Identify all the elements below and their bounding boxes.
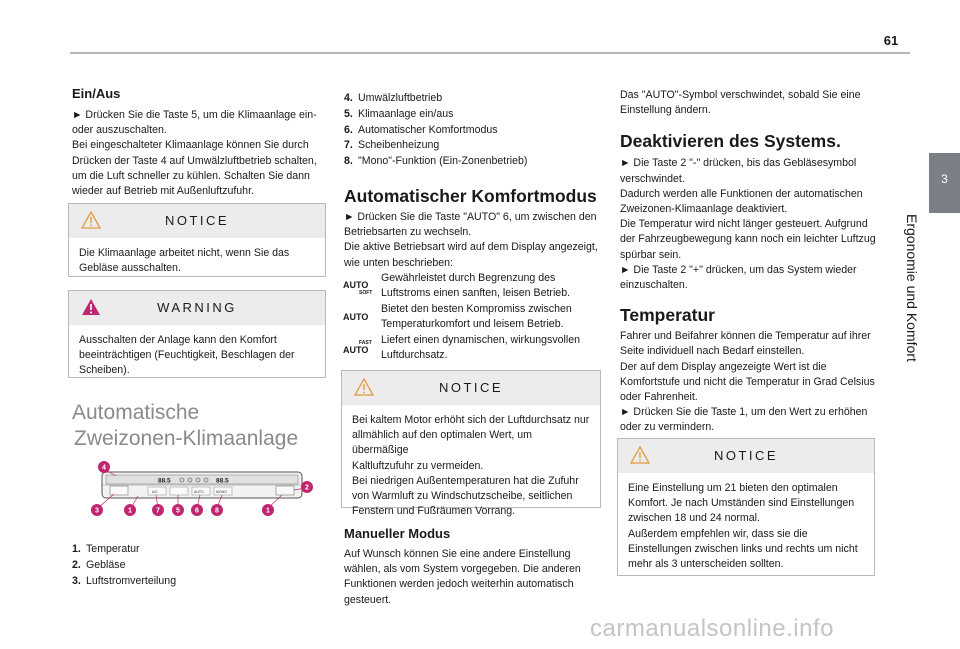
notice-body (618, 473, 874, 580)
text-line: wieder auf Betrieb mit Außenluftzufuhr. (72, 185, 254, 198)
section-title-line: Zweizonen-Klimaanlage (74, 427, 299, 450)
text-line: Funktionen werden jedoch weiterhin automatisch (344, 578, 574, 591)
list-item: 6. Automatischer Komfortmodus (344, 123, 498, 136)
ein-aus-text (72, 108, 327, 199)
text-line: Komfortstufe und nicht die Temperatur in Grad Celsius (620, 375, 875, 388)
mode-auto-text (381, 302, 606, 332)
text-line: Zweizonen-Klimaanlage deaktiviert. (620, 203, 788, 216)
text-line: Luftstroms einen sanften, leisen Betrieb. (381, 287, 571, 300)
text-line: spürbar sein. (620, 248, 682, 261)
text-line: Seite individuell nach Bedarf einstellen. (620, 345, 805, 358)
text-line: Auf Wunsch können Sie eine andere Einstellung (344, 548, 571, 560)
heading-deactivate: Deaktivieren des Systems. (620, 131, 841, 152)
list-item: 5. Klimaanlage ein/aus (344, 107, 454, 120)
text-line: Außerdem empfehlen wir, dass sie die (628, 527, 808, 540)
text-line: Temperaturkomfort und leisem Betrieb. (381, 318, 564, 331)
text-line: mehr als 3 unterscheiden sollten. (628, 558, 784, 571)
list-item: 2. Gebläse (72, 558, 126, 571)
text-line: zwischen 18 und 24 normal. (628, 512, 760, 525)
climate-panel-illustration (86, 460, 316, 522)
notice-header (618, 439, 874, 473)
text-line: Eine Einstellung um 21 bieten den optimalen (628, 482, 838, 494)
text-line: Scheiben). (79, 364, 130, 377)
panel-display-right: 88.5 (216, 477, 229, 485)
notice-title: NOTICE (438, 380, 504, 395)
text-line: Kaltluftzufuhr zu vermeiden. (352, 459, 484, 472)
legend-list-1 (72, 542, 322, 589)
mode-fast-text (381, 333, 606, 363)
callout-label: 4 (102, 464, 106, 472)
callout-label: 6 (195, 507, 199, 515)
text-line: oder Fahrenheit. (620, 391, 698, 404)
callout-label: 7 (156, 507, 160, 515)
warning-title: WARNING (157, 300, 237, 315)
callout-label: 5 (176, 507, 180, 515)
callout-label: 2 (305, 484, 309, 492)
column-1 (72, 86, 327, 199)
list-item: 4. Umwälzluftbetrieb (344, 92, 443, 104)
text-line: Die Temperatur wird nicht länger gesteuert. Aufgrund (620, 218, 868, 231)
callout-label: 1 (128, 507, 132, 515)
text-line: Fahrer und Beifahrer können die Temperatur auf ihrer (620, 330, 871, 343)
text-line: Fenstern und Fußräumen Vorrang. (352, 505, 516, 518)
notice-body (69, 238, 325, 284)
callout-label: 8 (215, 507, 219, 515)
manual-text (344, 547, 604, 608)
section-title (72, 400, 298, 452)
callout-label: 3 (95, 507, 99, 515)
warning-box (68, 290, 326, 378)
text-line: ► Drücken Sie die Taste "AUTO" 6, um zwischen den (344, 211, 597, 223)
text-line: gesteuert. (344, 593, 392, 606)
warning-header (69, 291, 325, 325)
auto-soft-icon: AUTO SOFT (343, 280, 373, 296)
text-line: ► Drücken Sie die Taste 1, um den Wert zu erhöhen (620, 406, 868, 419)
heading-ein-aus: Ein/Aus (72, 86, 121, 101)
notice-box-3 (617, 438, 875, 576)
footer-watermark[interactable]: carmanualsonline.info (590, 615, 834, 642)
text-line: ► Die Taste 2 "+" drücken, um das System wieder (620, 263, 857, 276)
text-line: Gebläse ausschalten. (79, 262, 181, 275)
callout-label: 1 (266, 507, 270, 515)
heading-temperature: Temperatur (620, 305, 715, 326)
auto-icon: AUTO (343, 312, 369, 322)
text-line: ► Drücken Sie die Taste 5, um die Klimaanlage ein- (72, 109, 317, 121)
column-3 (620, 88, 885, 436)
heading-manual-mode: Manueller Modus (344, 526, 451, 541)
notice-box-1 (68, 203, 326, 277)
text-line: Bei kaltem Motor erhöht sich der Luftdurchsatz nur (352, 414, 590, 426)
text-line: allmählich auf den optimalen Wert, um übermäßige (352, 429, 532, 457)
chapter-number: 3 (941, 172, 948, 186)
text-line: ► Die Taste 2 "-" drücken, bis das Gebläsesymbol (620, 157, 857, 170)
text-line: um die Luft schneller zu kühlen. Schalten Sie dann (72, 169, 310, 182)
auto-fast-icon: FAST AUTO (343, 340, 372, 355)
auto-section (344, 185, 604, 271)
mode-soft-text (381, 271, 606, 301)
text-line: Einstellung ändern. (620, 104, 711, 117)
text-line: Liefert einen dynamischen, wirkungsvollen (381, 334, 581, 346)
text-line: Drücken der Taste 4 auf Umwälzluftbetrieb schalten, (72, 154, 317, 167)
text-line: Einstellungen zwischen links und rechts um nicht (628, 542, 858, 555)
notice-header (69, 204, 325, 238)
list-item: 8. "Mono"-Funktion (Ein-Zonenbetrieb) (344, 155, 528, 168)
text-line: der Fahrzeugbewegung kann noch ein leichter Luftzug (620, 233, 876, 246)
text-line: Bei eingeschalteter Klimaanlage können Sie durch (72, 139, 309, 152)
text-line: Der auf dem Display angezeigte Wert ist die (620, 360, 827, 373)
list-item: 1. Temperatur (72, 543, 140, 555)
text-line: oder auszuschalten. (72, 124, 167, 137)
text-line: von Warmluft zu Windschutzscheibe, seitlichen (352, 490, 573, 503)
panel-ac-label: A/C (152, 490, 158, 494)
panel-auto-label: AUTO (194, 490, 204, 494)
warning-body (69, 325, 325, 387)
text-line: Ausschalten der Anlage kann den Komfort (79, 334, 277, 346)
text-line: einzuschalten. (620, 279, 688, 292)
text-line: Dadurch werden alle Funktionen der automatischen (620, 187, 863, 200)
panel-display-left: 88.5 (158, 477, 171, 485)
text-line: Luftdurchsatz. (381, 349, 448, 362)
text-line: Komfort. Je nach Umständen sind Einstellungen (628, 497, 855, 510)
temperature-text (620, 329, 885, 435)
notice-body (342, 405, 600, 527)
heading-auto-mode: Automatischer Komfortmodus (344, 186, 597, 206)
text-line: Bietet den besten Kompromiss zwischen (381, 303, 572, 315)
notice-title: NOTICE (713, 448, 779, 463)
top-divider (70, 52, 910, 54)
panel-mono-label: MONO (216, 490, 227, 494)
deactivate-text (620, 156, 885, 293)
text-line: wie unten beschrieben: (344, 256, 453, 269)
section-title-line: Automatische (72, 401, 200, 424)
manual-section (344, 526, 604, 608)
list-item: 3. Luftstromverteilung (72, 574, 177, 587)
text-line: oder zu vermindern. (620, 421, 715, 434)
text-line: wählen, als vom System vorgegeben. Die anderen (344, 563, 581, 576)
text-line: Betriebsarten zu wechseln. (344, 226, 472, 239)
notice-title: NOTICE (164, 213, 230, 228)
page-number: 61 (883, 33, 899, 48)
text-line: verschwindet. (620, 172, 685, 185)
text-line: Gewährleistet durch Begrenzung des (381, 272, 556, 284)
chapter-label: Ergonomie und Komfort (904, 214, 920, 362)
text-line: Die Klimaanlage arbeitet nicht, wenn Sie das (79, 247, 290, 259)
auto-text (344, 210, 604, 271)
legend-list-2 (344, 91, 599, 170)
list-item: 7. Scheibenheizung (344, 139, 440, 152)
text-line: Bei niedrigen Außentemperaturen hat die Zufuhr (352, 474, 579, 487)
notice-box-2 (341, 370, 601, 518)
text-line: beeinträchtigen (Feuchtigkeit, Beschlagen der (79, 349, 295, 362)
text-line: Das "AUTO"-Symbol verschwindet, sobald Sie eine (620, 89, 861, 101)
text-line: Die aktive Betriebsart wird auf dem Display angezeigt, (344, 241, 598, 254)
notice-header (342, 371, 600, 405)
